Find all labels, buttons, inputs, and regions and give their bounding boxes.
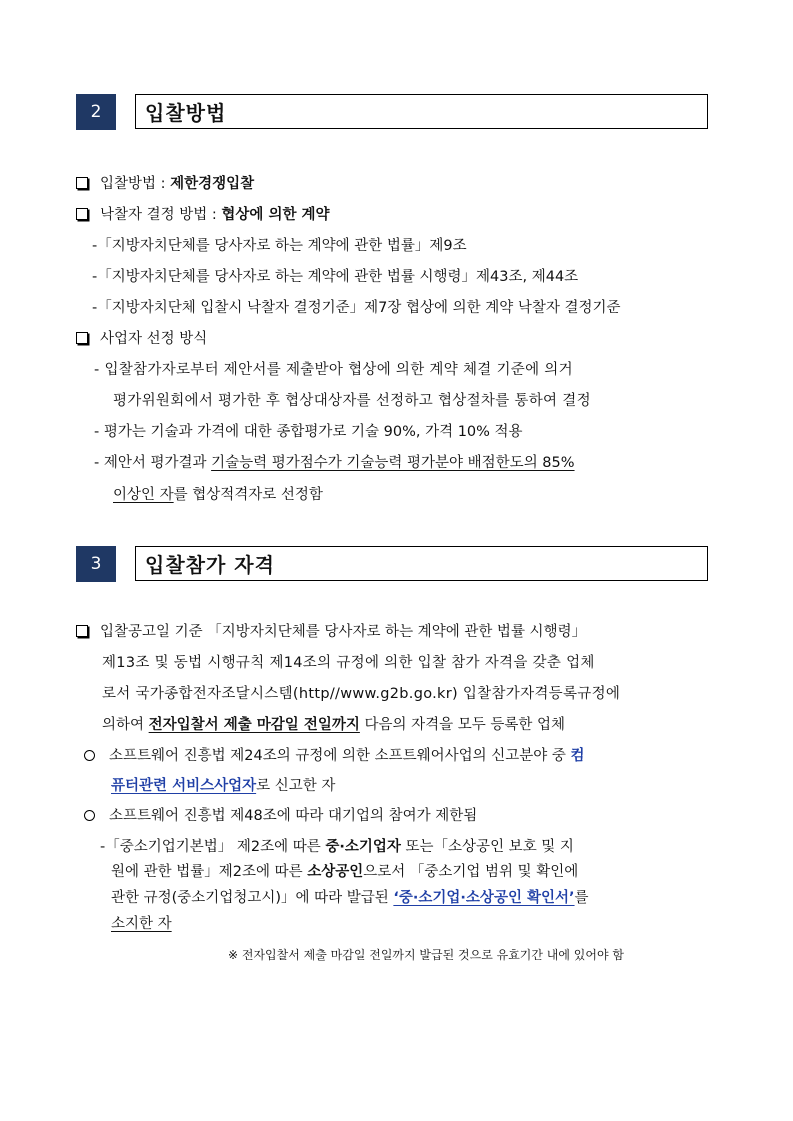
validity-note: ※ 전자입찰서 제출 마감일 전일까지 발급된 것으로 유효기간 내에 있어야 함 [228,948,624,962]
section-3-title: 입찰참가 자격 [135,546,708,581]
law-reference-1: -「지방자치단체를 당사자로 하는 계약에 관한 법률」제9조 [92,238,467,254]
checkbox-bullet-icon [76,625,88,637]
section-2-number: 2 [76,94,116,130]
selection-detail-1b: 평가위원회에서 평가한 후 협상대상자를 선정하고 협상절차를 통하여 결정 [113,393,591,409]
decision-method-item: 낙찰자 결정 방법 : 협상에 의한 계약 [76,205,330,225]
selection-detail-2: - 평가는 기술과 가격에 대한 종합평가로 기술 90%, 가격 10% 적용 [94,424,523,440]
checkbox-bullet-icon [76,177,88,189]
bidding-method-item: 입찰방법 : 제한경쟁입찰 [76,174,254,194]
computer-service-business-text: 퓨터관련 서비스사업자 [111,778,257,794]
qualification-para-line-3: 로서 국가종합전자조달시스템(http//www.g2b.go.kr) 입찰참가자격등록규정에 [102,686,621,702]
law-reference-2: -「지방자치단체를 당사자로 하는 계약에 관한 법률 시행령」제43조, 제44조 [92,269,579,285]
circle-bullet-icon [84,810,95,821]
checkbox-bullet-icon [76,332,88,344]
section-3-number: 3 [76,546,116,582]
sme-detail-line-1: -「중소기업기본법」 제2조에 따른 중·소기업자 또는「소상공인 보호 및 지 [100,839,574,855]
selection-detail-3b: 이상인 자를 협상적격자로 선정함 [113,487,323,503]
score-threshold-text: 기술능력 평가점수가 기술능력 평가분야 배점한도의 85% [211,455,575,471]
qualification-para-line-1: 입찰공고일 기준 「지방자치단체를 당사자로 하는 계약에 관한 법률 시행령」 [76,622,586,642]
selection-detail-1a: - 입찰참가자로부터 제안서를 제출받아 협상에 의한 계약 체결 기준에 의거 [94,362,573,378]
condition-1-line-2: 퓨터관련 서비스사업자로 신고한 자 [111,778,336,794]
sme-detail-line-3: 관한 규정(중소기업청고시)」에 따라 발급된 ‘중·소기업·소상공인 확인서’를 [111,890,589,906]
sme-detail-line-4: 소지한 자 [111,916,172,932]
condition-1-line-1: 소프트웨어 진흥법 제24조의 규정에 의한 소프트웨어사업의 신고분야 중 컴 [84,746,585,766]
selection-method-item: 사업자 선정 방식 [76,329,207,349]
deadline-emphasis: 전자입찰서 제출 마감일 전일까지 [148,717,360,733]
sme-certificate-text: ‘중·소기업·소상공인 확인서’ [393,890,575,906]
law-reference-3: -「지방자치단체 입찰시 낙찰자 결정기준」제7장 협상에 의한 계약 낙찰자 결정기준 [92,300,621,316]
selection-detail-3a: - 제안서 평가결과 기술능력 평가점수가 기술능력 평가분야 배점한도의 85% [94,455,575,471]
section-2-title: 입찰방법 [135,94,708,129]
score-threshold-text-cont: 이상인 자 [113,487,174,503]
checkbox-bullet-icon [76,208,88,220]
condition-2: 소프트웨어 진흥법 제48조에 따라 대기업의 참여가 제한됨 [84,806,477,826]
qualification-para-line-4: 의하여 전자입찰서 제출 마감일 전일까지 다음의 자격을 모두 등록한 업체 [102,717,566,733]
sme-detail-line-2: 원에 관한 법률」제2조에 따른 소상공인으로서 「중소기업 범위 및 확인에 [111,864,579,880]
circle-bullet-icon [84,750,95,761]
bidding-method-value: 제한경쟁입찰 [170,176,255,192]
qualification-para-line-2: 제13조 및 동법 시행규칙 제14조의 규정에 의한 입찰 참가 자격을 갖춘 업체 [102,655,595,671]
decision-method-value: 협상에 의한 계약 [221,207,330,223]
